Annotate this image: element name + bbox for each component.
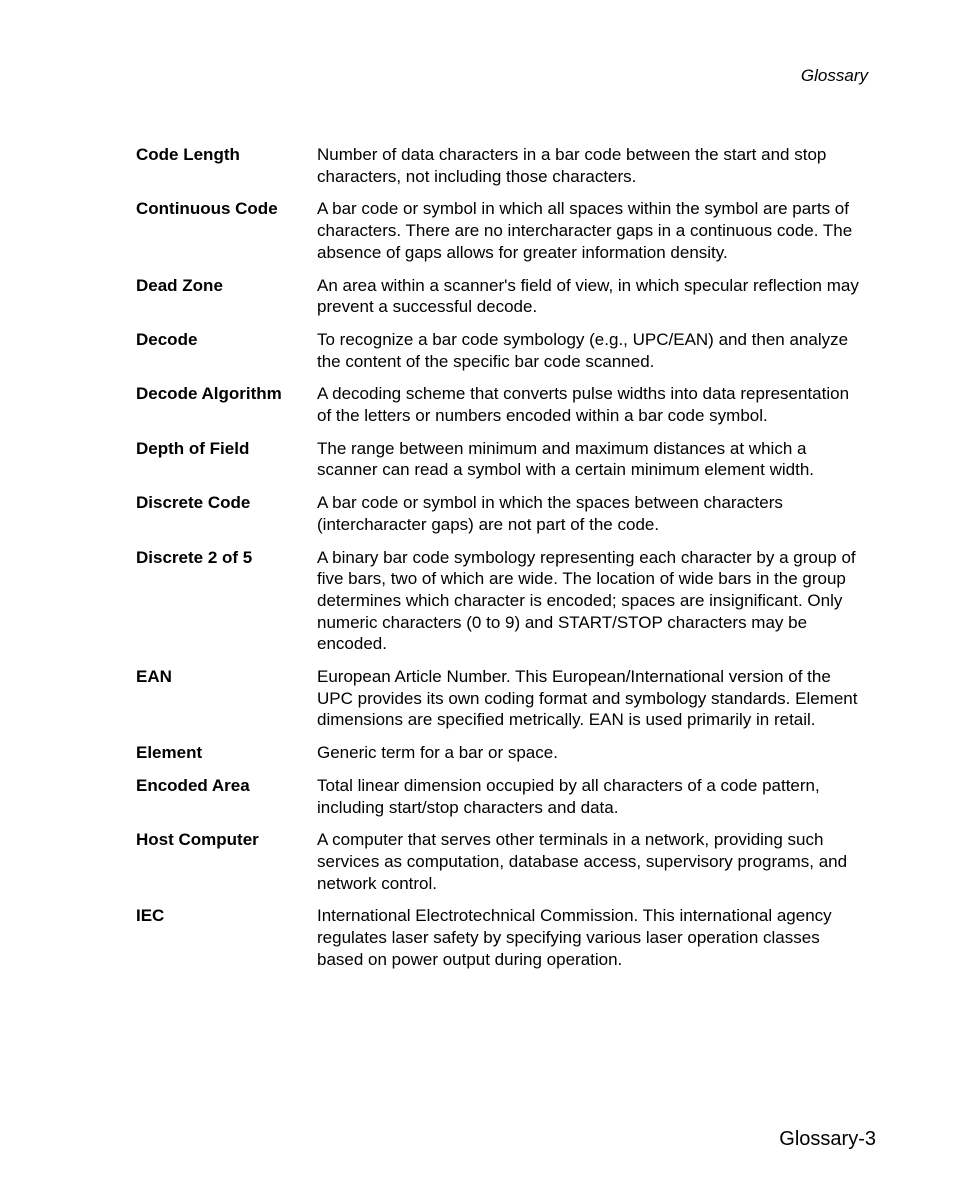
glossary-term: Encoded Area	[136, 775, 250, 795]
glossary-entry-ean	[136, 666, 866, 731]
glossary-definition: Number of data characters in a bar code between the start and stop characters, not including those characters.	[317, 145, 827, 186]
glossary-term: Decode Algorithm	[136, 384, 282, 404]
glossary-entry-element	[136, 742, 866, 764]
glossary-term: Discrete 2 of 5	[136, 547, 253, 567]
glossary-entry-discrete-2-of-5	[136, 547, 866, 656]
glossary-definition: International Electrotechnical Commission. This international agency regulates laser safety by specifying various laser operation classes based on power output during operation.	[317, 906, 832, 969]
glossary-term: Discrete Code	[136, 493, 251, 513]
glossary-definition: Total linear dimension occupied by all characters of a code pattern, including start/stop characters and data.	[317, 775, 820, 817]
glossary-term: Decode	[136, 329, 198, 349]
glossary-definition: A bar code or symbol in which all spaces within the symbol are parts of characters. There are no intercharacter gaps in a continuous code. The absence of gaps allows for greater information density.	[317, 199, 853, 262]
glossary-entry-encoded-area	[136, 775, 866, 818]
glossary-definition: European Article Number. This European/International version of the UPC provides its own coding format and symbology standards. Element dimensions are specified metrically. EAN is used primarily in retail.	[317, 667, 858, 730]
glossary-definition: A binary bar code symbology representing each character by a group of five bars, two of which are wide. The location of wide bars in the group determines which character is encoded; spaces are insignificant. Only numeric characters (0 to 9) and START/STOP characters may be encoded.	[317, 547, 856, 654]
glossary-term: IEC	[136, 906, 165, 926]
glossary-term: Depth of Field	[136, 438, 250, 458]
glossary-entry-decode-algorithm	[136, 383, 866, 426]
glossary-entry-continuous-code	[136, 198, 866, 263]
glossary-term: Dead Zone	[136, 275, 223, 295]
glossary-term: Element	[136, 743, 203, 763]
glossary-term: Host Computer	[136, 830, 259, 850]
running-header: Glossary	[800, 66, 868, 85]
glossary-definition: A computer that serves other terminals in a network, providing such services as computation, database access, supervisory programs, and network control.	[317, 830, 848, 893]
glossary-definition: A decoding scheme that converts pulse widths into data representation of the letters or numbers encoded within a bar code symbol.	[317, 384, 850, 426]
glossary-term: EAN	[136, 667, 172, 687]
glossary-entry-code-length	[136, 144, 866, 187]
glossary-entry-dead-zone	[136, 275, 866, 318]
glossary-definition: Generic term for a bar or space.	[317, 743, 558, 763]
glossary-definition: The range between minimum and maximum distances at which a scanner can read a symbol with a certain minimum element width.	[317, 438, 814, 480]
glossary-list	[136, 144, 866, 982]
page-number: Glossary-3	[779, 1128, 876, 1150]
glossary-definition: A bar code or symbol in which the spaces between characters (intercharacter gaps) are not part of the code.	[317, 493, 783, 534]
glossary-term: Continuous Code	[136, 199, 278, 219]
glossary-term: Code Length	[136, 145, 240, 164]
glossary-entry-host-computer	[136, 829, 866, 894]
glossary-entry-depth-of-field	[136, 438, 866, 481]
glossary-definition: An area within a scanner's field of view, in which specular reflection may prevent a successful decode.	[317, 275, 859, 317]
glossary-entry-discrete-code	[136, 492, 866, 535]
glossary-entry-decode	[136, 329, 866, 372]
glossary-definition: To recognize a bar code symbology (e.g., UPC/EAN) and then analyze the content of the specific bar code scanned.	[317, 329, 849, 371]
glossary-entry-iec	[136, 905, 866, 970]
